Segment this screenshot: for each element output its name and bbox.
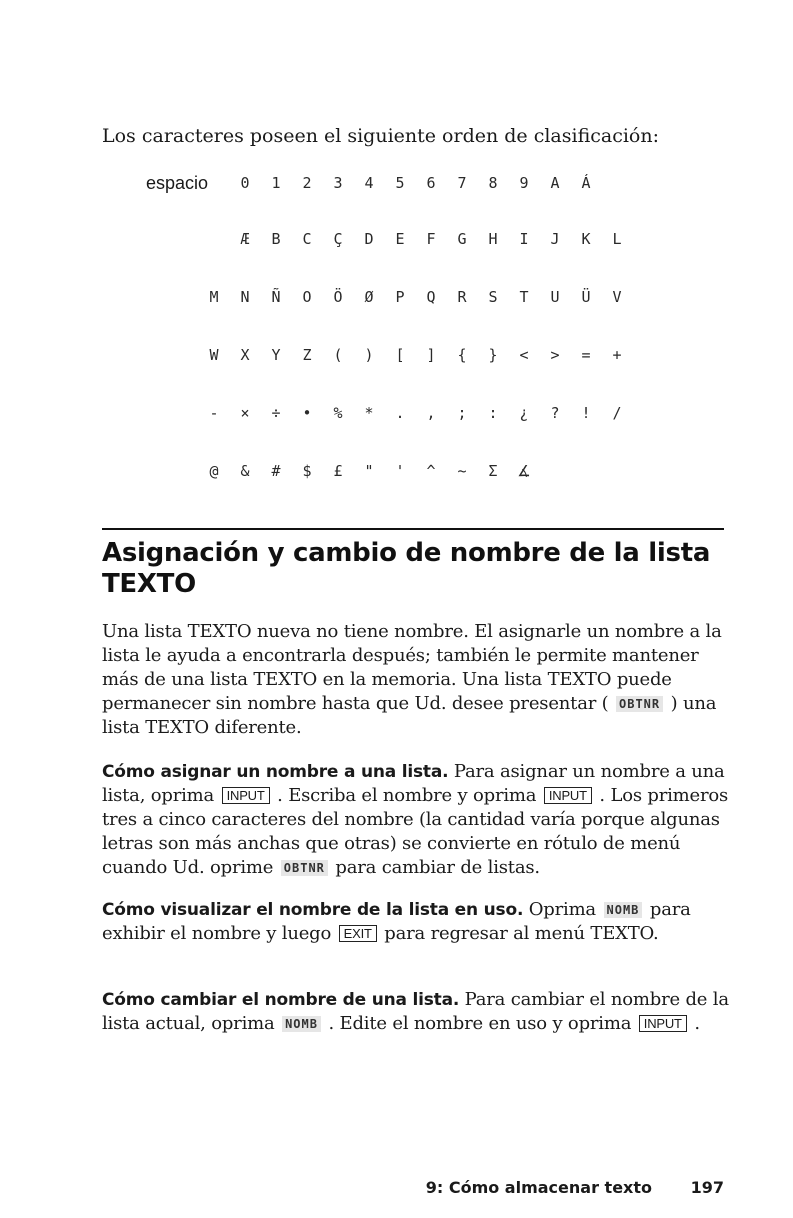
sort-row (0, 170, 793, 200)
paragraph-text: Una lista TEXTO nueva no tiene nombre. El asignarle un nombre a la lista le ayuda a encontrarla después; también le permite mantener más de una lista TEXTO en la memoria. Una lista TEXTO puede permanecer sin nombre hasta que Ud. desee presentar ( (102, 621, 722, 714)
paragraph-text: . Escriba el nombre y oprima (271, 785, 542, 806)
sort-character: N (240, 288, 250, 306)
sort-character: Y (271, 346, 281, 364)
sort-character: ^ (426, 462, 436, 480)
input-key: INPUT (222, 787, 270, 804)
paragraph-text: Para cambiar el nombre de la lista actual, oprima (102, 989, 729, 1034)
sort-character: 9 (519, 174, 529, 192)
sort-character: U (550, 288, 560, 306)
sort-character: @ (209, 462, 219, 480)
paragraph-text: . (688, 1013, 700, 1034)
sort-character: ] (426, 346, 436, 364)
sort-character: ∡ (517, 462, 531, 480)
sort-character: ÷ (271, 404, 281, 422)
sort-character: B (271, 230, 281, 248)
sort-character: { (457, 346, 467, 364)
sort-character: • (302, 404, 312, 422)
sort-character: ¿ (519, 404, 529, 422)
paragraph-text: Para asignar un nombre a una lista, oprima (102, 761, 725, 806)
sort-character: > (550, 346, 560, 364)
sort-character: 2 (302, 174, 312, 192)
paragraph-intro (102, 620, 732, 740)
nomb-softkey: NOMB (282, 1016, 321, 1032)
paragraph-lead: Cómo visualizar el nombre de la lista en uso. (102, 900, 524, 920)
sort-character: $ (302, 462, 312, 480)
sort-character: L (612, 230, 622, 248)
sort-character: ~ (457, 462, 467, 480)
sort-character: * (364, 404, 374, 422)
sort-character: D (364, 230, 374, 248)
paragraph-text: . Edite el nombre en uso y oprima (322, 1013, 637, 1034)
paragraph-text: para regresar al menú TEXTO. (378, 923, 659, 944)
sort-character: 0 (240, 174, 250, 192)
sort-character: C (302, 230, 312, 248)
sort-character: % (333, 404, 343, 422)
paragraph-text: para cambiar de listas. (329, 857, 540, 878)
sort-row (0, 284, 793, 314)
exit-key: EXIT (339, 925, 377, 942)
paragraph-view-name (102, 898, 732, 946)
sort-character: Z (302, 346, 312, 364)
nomb-softkey: NOMB (604, 902, 643, 918)
sort-character: ( (333, 346, 343, 364)
sort-character: # (271, 462, 281, 480)
sort-character: H (488, 230, 498, 248)
sort-character: " (364, 462, 374, 480)
sort-row (0, 342, 793, 372)
sort-character: ! (581, 404, 591, 422)
sort-row (0, 458, 793, 488)
sort-character: 1 (271, 174, 281, 192)
paragraph-text: . Los primeros tres a cinco caracteres del nombre (la cantidad varía porque algunas letras son más anchas que otras) se convierte en rótulo de menú cuando Ud. oprime (102, 785, 729, 878)
sort-character: Σ (488, 462, 498, 480)
sort-character: & (240, 462, 250, 480)
sort-character: £ (333, 462, 343, 480)
sort-character: S (488, 288, 498, 306)
paragraph-text: para exhibir el nombre y luego (102, 899, 691, 944)
sort-character: : (488, 404, 498, 422)
sort-character: Ü (581, 288, 591, 306)
sort-character: ' (395, 462, 405, 480)
sort-character: G (457, 230, 467, 248)
sort-character: J (550, 230, 560, 248)
sort-character: 8 (488, 174, 498, 192)
sort-character: 6 (426, 174, 436, 192)
space-label: espacio (146, 173, 209, 193)
sort-character: [ (395, 346, 405, 364)
sort-character: I (519, 230, 529, 248)
sort-character: ) (364, 346, 374, 364)
sort-character: , (426, 404, 436, 422)
sort-character: K (581, 230, 591, 248)
paragraph-text: Oprima (523, 899, 602, 920)
sort-row (0, 226, 793, 256)
paragraph-text: ) una lista TEXTO diferente. (102, 693, 717, 738)
sort-character: W (209, 346, 219, 364)
sort-character: Ñ (271, 288, 281, 306)
sort-character: V (612, 288, 622, 306)
paragraph-change-name (102, 988, 732, 1036)
sort-order-table (0, 170, 793, 490)
obtnr-softkey: OBTNR (281, 860, 328, 876)
input-key: INPUT (639, 1015, 687, 1032)
sort-character: × (240, 404, 250, 422)
sort-character: ; (457, 404, 467, 422)
sort-character: F (426, 230, 436, 248)
sort-row (0, 400, 793, 430)
sort-character: X (240, 346, 250, 364)
sort-character: < (519, 346, 529, 364)
sort-character: R (457, 288, 467, 306)
sort-character: Q (426, 288, 436, 306)
sort-character: 4 (364, 174, 374, 192)
sort-character: - (209, 404, 219, 422)
paragraph-lead: Cómo cambiar el nombre de una lista. (102, 990, 460, 1010)
section-title: Asignación y cambio de nombre de la lista TEXTO (102, 538, 711, 599)
sort-character: A (550, 174, 560, 192)
sort-character: Ç (333, 230, 343, 248)
sort-character: ? (550, 404, 560, 422)
sort-character: . (395, 404, 405, 422)
sort-character: 3 (333, 174, 343, 192)
paragraph-assign-name (102, 760, 732, 880)
sort-character: O (302, 288, 312, 306)
chapter-title: 9: Cómo almacenar texto (425, 1178, 652, 1197)
sort-character: Æ (240, 230, 250, 248)
section-divider (102, 528, 724, 530)
input-key: INPUT (544, 787, 592, 804)
sort-character: T (519, 288, 529, 306)
sort-character: M (209, 288, 219, 306)
sort-character: Ø (364, 288, 374, 306)
sort-character: Á (581, 174, 591, 192)
obtnr-softkey: OBTNR (616, 696, 663, 712)
sort-character: P (395, 288, 405, 306)
sort-character: } (488, 346, 498, 364)
sort-character: E (395, 230, 405, 248)
sort-character: 5 (395, 174, 405, 192)
sort-character: / (612, 404, 622, 422)
sort-character: Ö (333, 288, 343, 306)
sort-character: 7 (457, 174, 467, 192)
page-number: 197 (690, 1178, 724, 1197)
sort-character: = (581, 346, 591, 364)
paragraph-lead: Cómo asignar un nombre a una lista. (102, 762, 449, 782)
intro-text: Los caracteres poseen el siguiente orden de clasificación: (102, 125, 660, 147)
sort-character: + (612, 346, 622, 364)
